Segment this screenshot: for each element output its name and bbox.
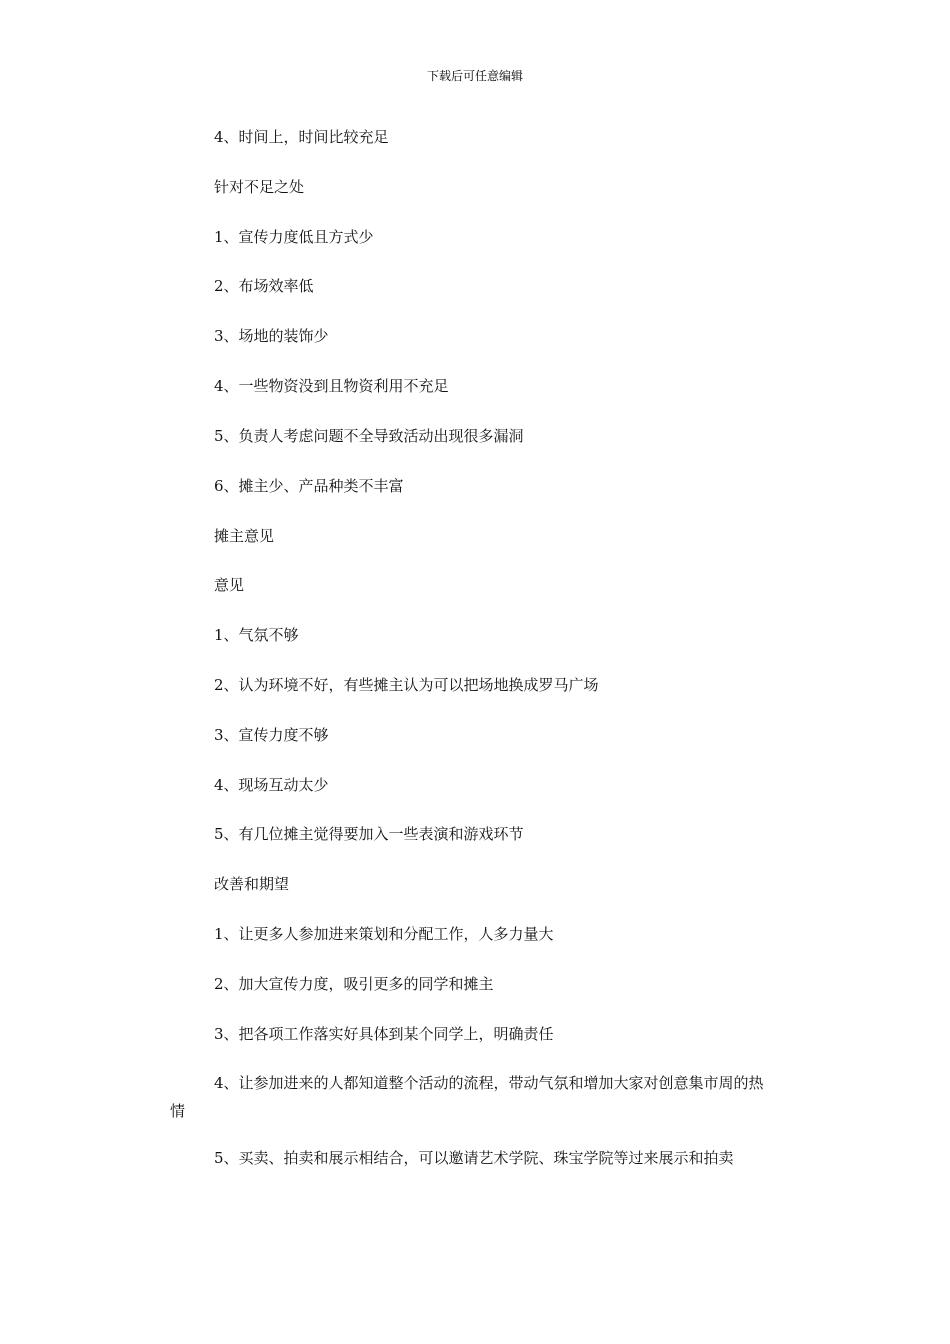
shortcoming-item-1: 1、宣传力度低且方式少 <box>214 228 374 246</box>
shortcoming-item-3: 3、场地的装饰少 <box>214 327 329 345</box>
improvement-item-2: 2、加大宣传力度，吸引更多的同学和摊主 <box>214 975 494 993</box>
page-header: 下载后可任意编辑 <box>426 69 523 83</box>
improvement-item-4: 4、让参加进来的人都知道整个活动的流程，带动气氛和增加大家对创意集市周的热情 <box>170 1074 764 1120</box>
improvement-item-5: 5、买卖、拍卖和展示相结合，可以邀请艺术学院、珠宝学院等过来展示和拍卖 <box>214 1149 734 1167</box>
opinion-item-3: 3、宣传力度不够 <box>214 726 329 744</box>
improvement-item-3: 3、把各项工作落实好具体到某个同学上，明确责任 <box>214 1025 554 1043</box>
improvement-item-1: 1、让更多人参加进来策划和分配工作，人多力量大 <box>214 925 554 943</box>
opinion-item-2: 2、认为环境不好，有些摊主认为可以把场地换成罗马广场 <box>214 676 599 694</box>
paragraph-time-sufficient: 4、时间上，时间比较充足 <box>214 128 389 146</box>
shortcoming-item-5: 5、负责人考虑问题不全导致活动出现很多漏洞 <box>214 427 524 445</box>
heading-improvements: 改善和期望 <box>214 875 290 893</box>
opinion-item-5: 5、有几位摊主觉得要加入一些表演和游戏环节 <box>214 825 524 843</box>
opinion-item-1: 1、气氛不够 <box>214 626 299 644</box>
opinion-item-4: 4、现场互动太少 <box>214 776 329 794</box>
shortcoming-item-2: 2、布场效率低 <box>214 277 314 295</box>
heading-shortcomings: 针对不足之处 <box>214 178 305 196</box>
shortcoming-item-6: 6、摊主少、产品种类不丰富 <box>214 477 404 495</box>
shortcoming-item-4: 4、一些物资没到且物资利用不充足 <box>214 377 449 395</box>
heading-opinions: 意见 <box>214 576 245 594</box>
heading-vendor-opinions: 摊主意见 <box>214 527 275 545</box>
